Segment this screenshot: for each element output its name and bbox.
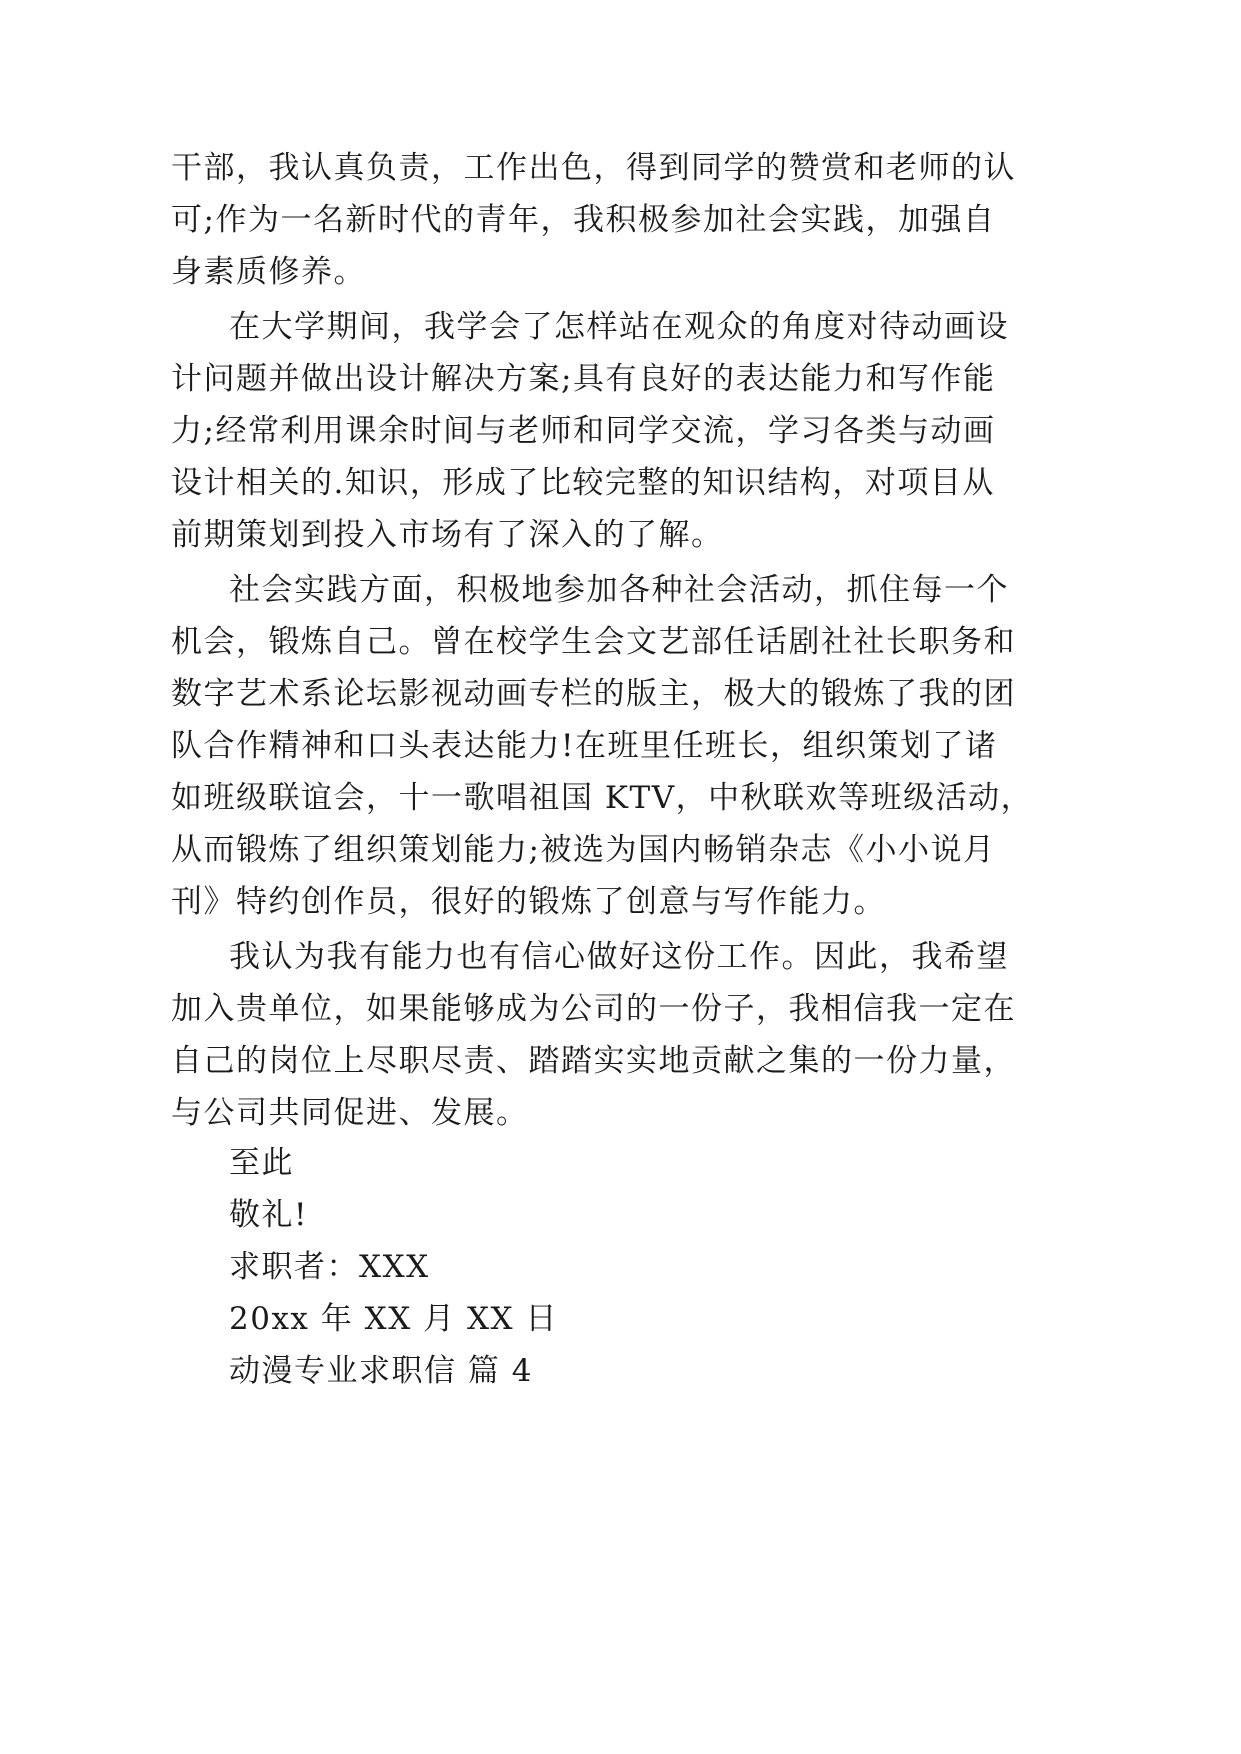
body-line: 刊》特约创作员，很好的锻炼了创意与写作能力。 — [171, 884, 886, 920]
body-line: 机会，锻炼自己。曾在校学生会文艺部任话剧社社长职务和 — [171, 624, 1016, 660]
applicant-signature: 求职者：XXX — [229, 1249, 430, 1285]
body-line: 队合作精神和口头表达能力!在班里任班长，组织策划了诸 — [171, 728, 998, 764]
body-line: 与公司共同促进、发展。 — [171, 1095, 529, 1131]
body-line: 前期策划到投入市场有了深入的了解。 — [171, 517, 724, 553]
body-line: 计问题并做出设计解决方案;具有良好的表达能力和写作能 — [171, 361, 996, 397]
body-line: 可;作为一名新时代的青年，我积极参加社会实践，加强自 — [171, 202, 996, 238]
body-line: 数字艺术系论坛影视动画专栏的版主，极大的锻炼了我的团 — [171, 676, 1016, 712]
paragraph-first-line: 在大学期间，我学会了怎样站在观众的角度对待动画设 — [229, 309, 1009, 345]
body-line: 如班级联谊会，十一歌唱祖国 KTV，中秋联欢等班级活动， — [171, 780, 1034, 816]
letter-date: 20xx 年 XX 月 XX 日 — [229, 1301, 558, 1337]
body-line: 设计相关的.知识，形成了比较完整的知识结构，对项目从 — [171, 465, 995, 501]
body-line: 干部，我认真负责，工作出色，得到同学的赞赏和老师的认 — [171, 150, 1016, 186]
salute-line: 敬礼! — [229, 1197, 308, 1233]
paragraph-first-line: 社会实践方面，积极地参加各种社会活动，抓住每一个 — [229, 572, 1009, 608]
body-line: 身素质修养。 — [171, 254, 366, 290]
body-line: 自己的岗位上尽职尽责、踏踏实实地贡献之集的一份力量， — [171, 1043, 1016, 1079]
next-section-heading: 动漫专业求职信 篇 4 — [229, 1353, 533, 1389]
body-line: 力;经常利用课余时间与老师和同学交流，学习各类与动画 — [171, 413, 996, 449]
body-line: 从而锻炼了组织策划能力;被选为国内畅销杂志《小小说月 — [171, 832, 996, 868]
paragraph-first-line: 我认为我有能力也有信心做好这份工作。因此，我希望 — [229, 939, 1009, 975]
body-line: 加入贵单位，如果能够成为公司的一份子，我相信我一定在 — [171, 991, 1016, 1027]
closing-line: 至此 — [229, 1145, 294, 1181]
